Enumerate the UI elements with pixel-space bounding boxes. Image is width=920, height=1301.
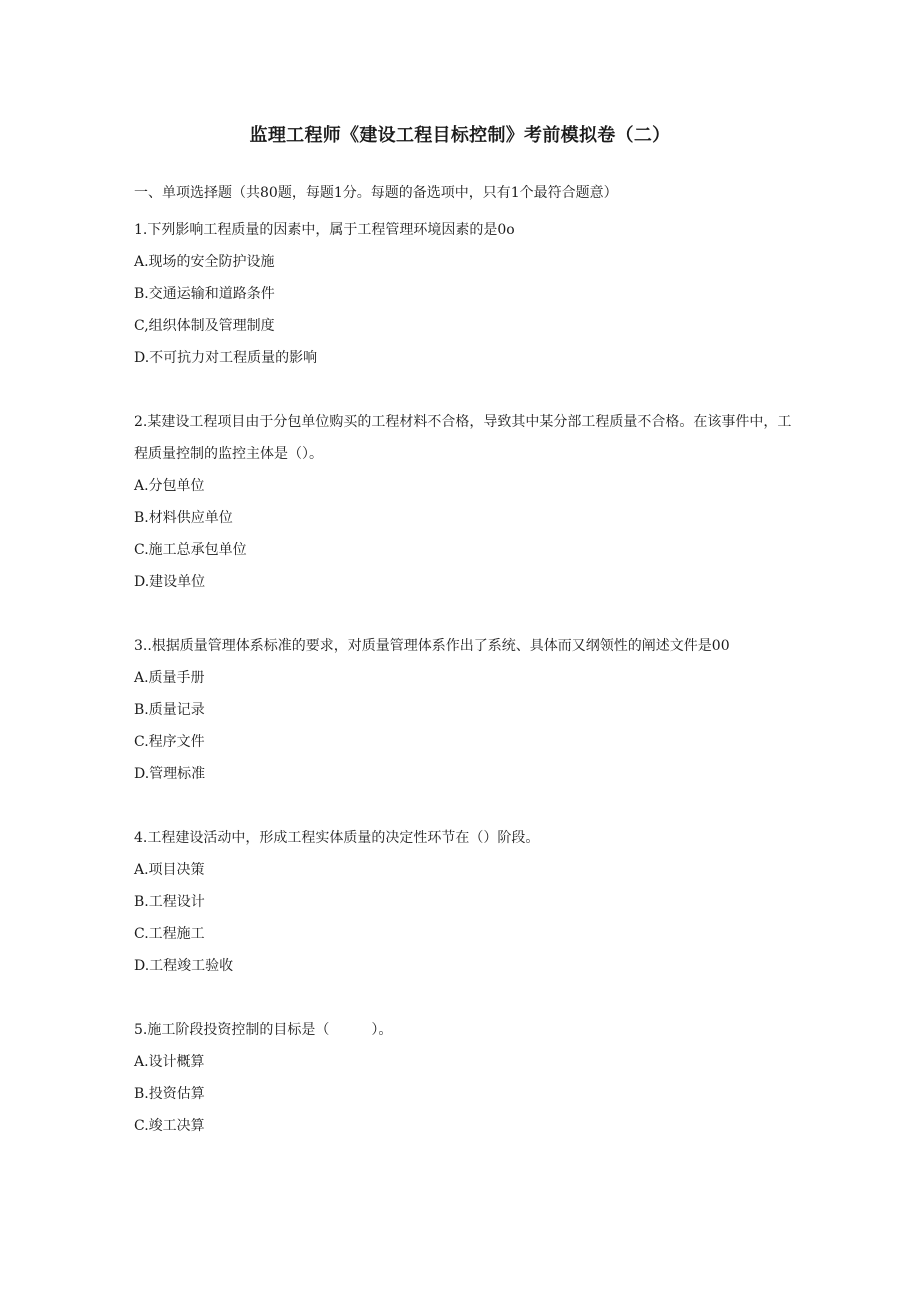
option-b: B.交通运输和道路条件 (134, 286, 275, 302)
exam-content (134, 182, 794, 1174)
question-2 (134, 406, 794, 598)
option-a: A.分包单位 (134, 478, 205, 494)
option-c: C.竣工决算 (134, 1118, 205, 1134)
option-c: C.程序文件 (134, 734, 205, 750)
question-stem: 2.某建设工程项目由于分包单位购买的工程材料不合格，导致其中某分部工程质量不合格。在该事件中，工程质量控制的监控主体是（）。 (134, 414, 792, 462)
question-stem: 3..根据质量管理体系标准的要求，对质量管理体系作出了系统、具体而又纲领性的阐述文件是00 (134, 638, 730, 654)
page-title: 监理工程师《建设工程目标控制》考前模拟卷（二） (249, 125, 671, 146)
question-1 (134, 214, 794, 374)
option-c: C.施工总承包单位 (134, 542, 247, 558)
section-heading: 一、单项选择题（共80题，每题1分。每题的备选项中，只有1个最符合题意） (134, 185, 618, 201)
option-a: A.项目决策 (134, 862, 205, 878)
option-a: A.设计概算 (134, 1054, 205, 1070)
option-d: D.建设单位 (134, 574, 206, 590)
option-a: A.质量手册 (134, 670, 205, 686)
option-b: B.投资估算 (134, 1086, 205, 1102)
option-d: D.管理标准 (134, 766, 206, 782)
question-4 (134, 822, 794, 982)
question-stem: 1.下列影响工程质量的因素中，属于工程管理环境因素的是0o (134, 222, 515, 238)
question-5 (134, 1014, 794, 1142)
question-stem: 4.工程建设活动中，形成工程实体质量的决定性环节在（）阶段。 (134, 830, 540, 846)
option-b: B.质量记录 (134, 702, 205, 718)
question-stem: 5.施工阶段投资控制的目标是（ ）。 (134, 1022, 393, 1038)
option-c: C.工程施工 (134, 926, 205, 942)
option-d: D.不可抗力对工程质量的影响 (134, 350, 318, 366)
option-c: C,组织体制及管理制度 (134, 318, 275, 334)
option-d: D.工程竣工验收 (134, 958, 234, 974)
option-b: B.工程设计 (134, 894, 205, 910)
option-a: A.现场的安全防护设施 (134, 254, 275, 270)
option-b: B.材料供应单位 (134, 510, 233, 526)
question-3 (134, 630, 794, 790)
